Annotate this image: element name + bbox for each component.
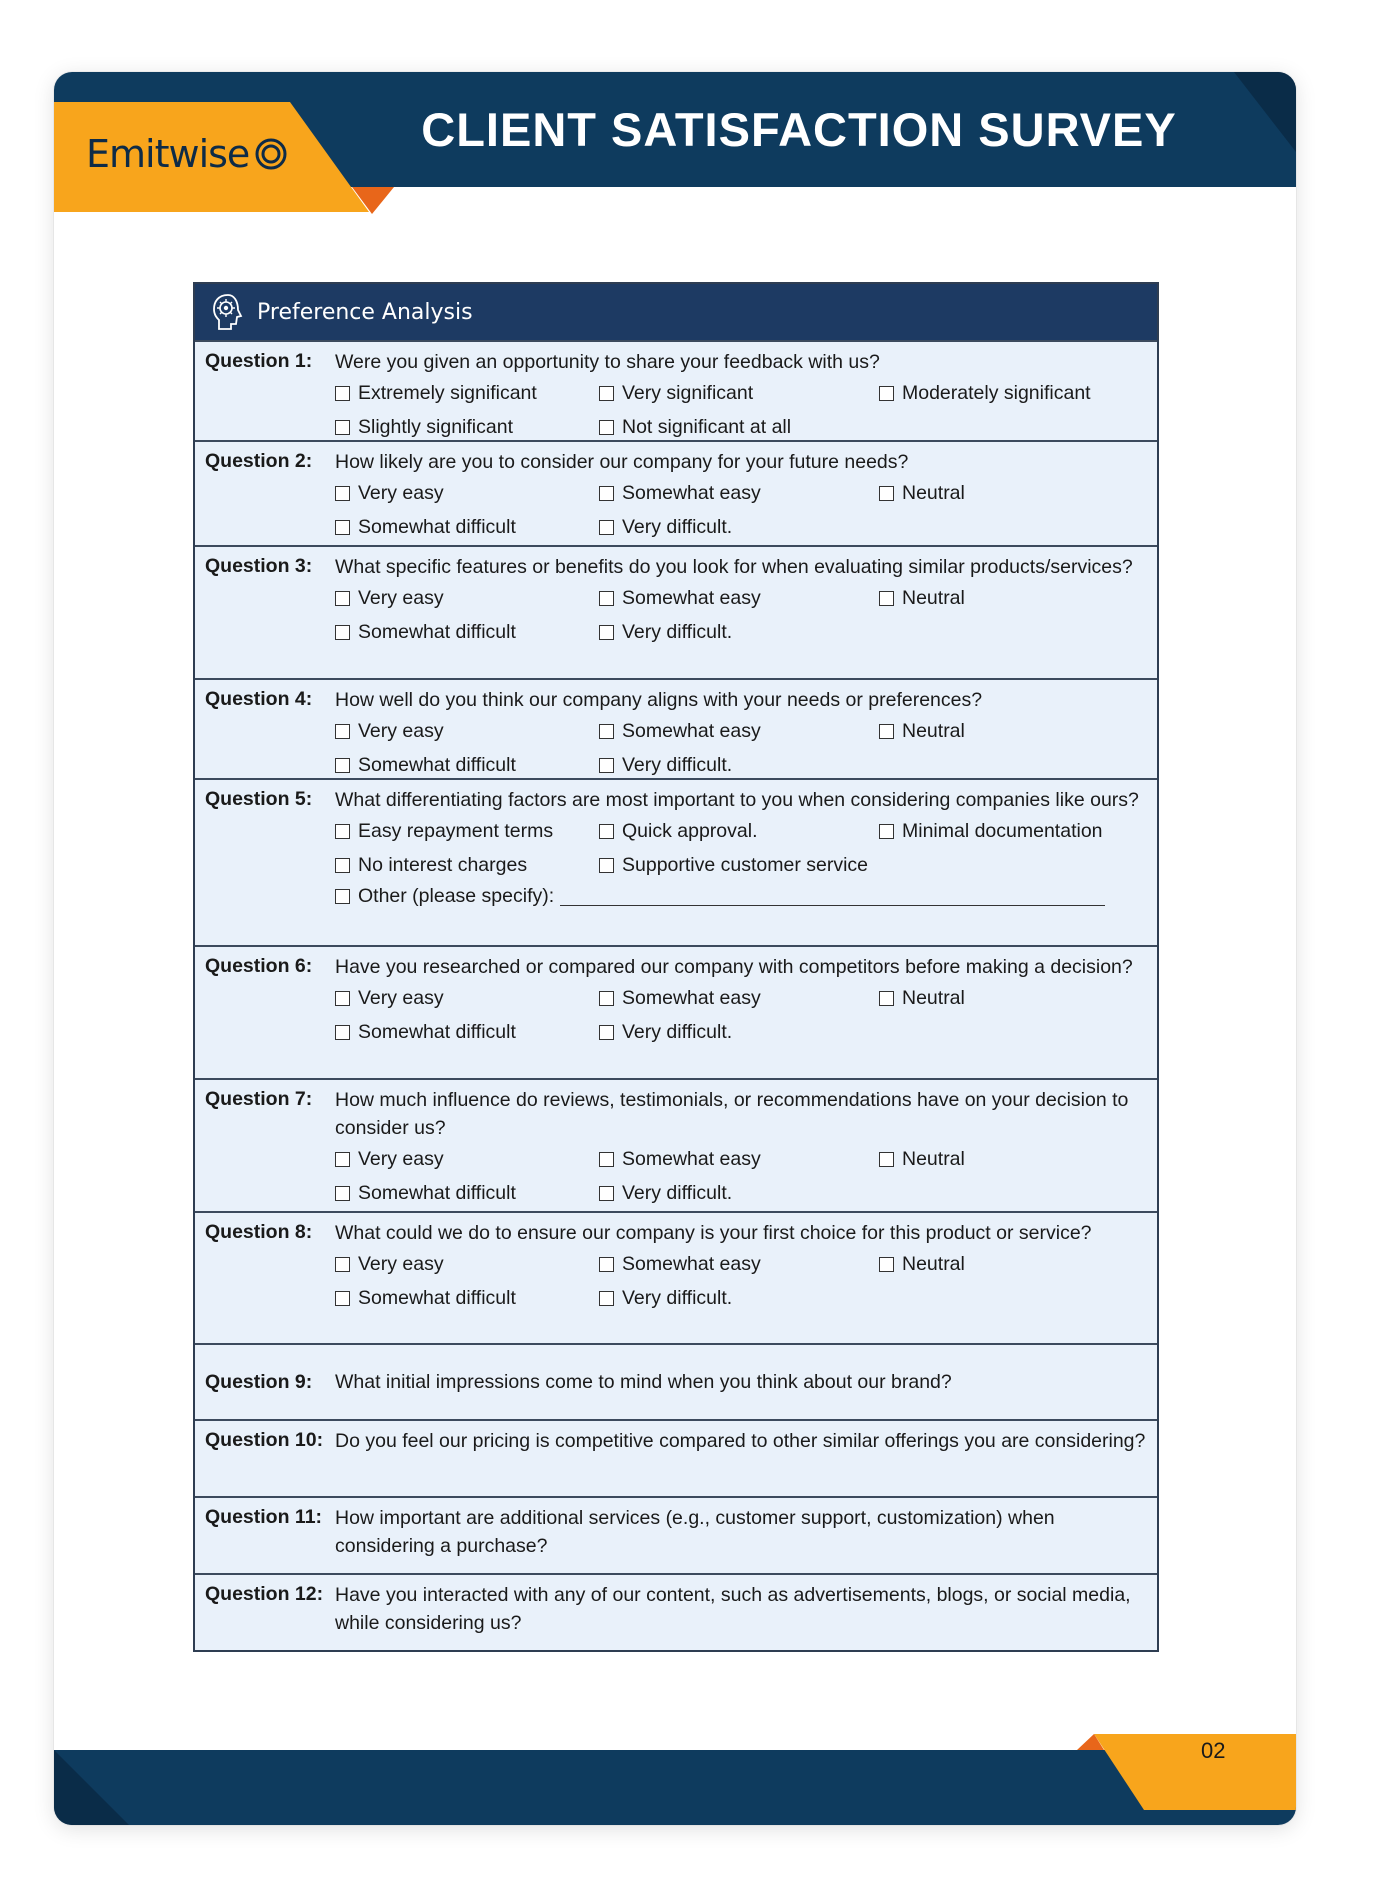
option-checkbox[interactable] [335, 748, 599, 782]
checkbox-icon[interactable] [599, 824, 614, 839]
option-label: Somewhat difficult [358, 515, 516, 538]
option-checkbox[interactable] [599, 510, 879, 544]
checkbox-icon[interactable] [335, 1186, 350, 1201]
option-label: Somewhat easy [622, 481, 761, 504]
question-row [195, 1496, 1157, 1573]
question-label: Question 7: [205, 1088, 313, 1110]
question-text: Have you researched or compared our company with competitors before making a decision? [335, 956, 1133, 978]
option-label: Somewhat easy [622, 986, 761, 1009]
option-label: Very difficult. [622, 515, 733, 538]
question-text: How much influence do reviews, testimonials, or recommendations have on your decision to consider us? [335, 1089, 1129, 1139]
option-checkbox[interactable] [599, 848, 879, 882]
option-checkbox[interactable] [599, 1176, 879, 1210]
checkbox-icon[interactable] [879, 1257, 894, 1272]
option-checkbox[interactable] [599, 581, 879, 615]
option-label: Supportive customer service [622, 853, 869, 876]
question-label: Question 2: [205, 450, 313, 472]
question-row [195, 678, 1157, 778]
option-label: Very difficult. [622, 1020, 733, 1043]
question-text: What specific features or benefits do you look for when evaluating similar products/services? [335, 556, 1133, 578]
checkbox-icon[interactable] [335, 486, 350, 501]
checkbox-icon[interactable] [879, 591, 894, 606]
option-checkbox[interactable] [599, 376, 879, 410]
option-checkbox[interactable] [879, 376, 1139, 410]
checkbox-icon[interactable] [335, 420, 350, 435]
option-label: Very significant [622, 381, 754, 404]
option-checkbox[interactable] [335, 714, 599, 748]
option-checkbox[interactable] [335, 615, 599, 649]
question-label: Question 1: [205, 350, 313, 372]
checkbox-icon[interactable] [335, 625, 350, 640]
checkbox-icon[interactable] [879, 991, 894, 1006]
question-row [195, 440, 1157, 545]
checkbox-icon[interactable] [335, 724, 350, 739]
option-checkbox[interactable] [599, 814, 879, 848]
checkbox-icon[interactable] [599, 858, 614, 873]
option-checkbox[interactable] [599, 1247, 879, 1281]
option-label: Somewhat difficult [358, 1020, 516, 1043]
checkbox-icon[interactable] [599, 1025, 614, 1040]
checkbox-icon[interactable] [599, 1291, 614, 1306]
checkbox-icon[interactable] [599, 724, 614, 739]
checkbox-icon[interactable] [599, 991, 614, 1006]
checkbox-icon[interactable] [335, 520, 350, 535]
checkbox-icon[interactable] [599, 625, 614, 640]
checkbox-icon[interactable] [599, 758, 614, 773]
section-title: Preference Analysis [257, 299, 473, 325]
option-checkbox[interactable] [599, 1142, 879, 1176]
option-label: Very easy [358, 1147, 444, 1170]
section-header [195, 284, 1157, 340]
option-checkbox[interactable] [335, 1281, 599, 1315]
question-text: What could we do to ensure our company is your first choice for this product or service? [335, 1222, 1092, 1244]
brand-name: Emitwise [86, 132, 250, 176]
option-checkbox[interactable] [335, 1142, 599, 1176]
question-row [195, 1573, 1157, 1650]
option-label: Neutral [902, 586, 965, 609]
checkbox-icon[interactable] [879, 824, 894, 839]
question-row [195, 545, 1157, 678]
checkbox-icon[interactable] [599, 1152, 614, 1167]
option-label: Slightly significant [358, 415, 513, 438]
option-label: Somewhat easy [622, 586, 761, 609]
option-checkbox[interactable] [599, 1281, 879, 1315]
question-label: Question 8: [205, 1221, 313, 1243]
option-checkbox[interactable] [879, 714, 1139, 748]
option-checkbox[interactable] [335, 848, 599, 882]
option-checkbox[interactable] [599, 410, 879, 444]
option-checkbox[interactable] [599, 1015, 879, 1049]
option-label: Very difficult. [622, 620, 733, 643]
question-text: Were you given an opportunity to share your feedback with us? [335, 351, 880, 373]
option-checkbox[interactable] [335, 476, 599, 510]
checkbox-icon[interactable] [335, 386, 350, 401]
option-checkbox[interactable] [335, 1176, 599, 1210]
option-label: Neutral [902, 986, 965, 1009]
question-row [195, 340, 1157, 440]
option-checkbox[interactable] [335, 410, 599, 444]
question-text: What initial impressions come to mind when you think about our brand? [335, 1371, 952, 1393]
question-row [195, 1211, 1157, 1343]
question-label: Question 4: [205, 688, 313, 710]
option-checkbox[interactable] [335, 376, 599, 410]
option-checkbox[interactable] [599, 748, 879, 782]
option-checkbox[interactable] [599, 476, 879, 510]
question-label: Question 6: [205, 955, 313, 977]
question-text: What differentiating factors are most important to you when considering companies like ours? [335, 789, 1139, 811]
checkbox-icon[interactable] [599, 520, 614, 535]
question-row [195, 1343, 1157, 1419]
question-row [195, 1078, 1157, 1211]
question-text: How important are additional services (e.g., customer support, customization) when considering a purchase? [335, 1507, 1055, 1557]
option-label: Other (please specify): [358, 884, 555, 907]
option-checkbox[interactable] [599, 714, 879, 748]
other-option[interactable] [335, 882, 1149, 910]
option-label: Somewhat easy [622, 719, 761, 742]
question-text: How likely are you to consider our company for your future needs? [335, 451, 909, 473]
option-label: Somewhat easy [622, 1252, 761, 1275]
question-text: How well do you think our company aligns with your needs or preferences? [335, 689, 983, 711]
question-row [195, 778, 1157, 945]
option-label: Neutral [902, 1147, 965, 1170]
question-row [195, 1419, 1157, 1496]
option-checkbox[interactable] [335, 1015, 599, 1049]
option-label: Somewhat difficult [358, 1181, 516, 1204]
option-label: Very difficult. [622, 1286, 733, 1309]
checkbox-icon[interactable] [335, 758, 350, 773]
survey-page [54, 72, 1296, 1825]
option-label: Very difficult. [622, 1181, 733, 1204]
option-checkbox[interactable] [599, 981, 879, 1015]
option-label: Easy repayment terms [358, 819, 554, 842]
option-checkbox[interactable] [335, 1247, 599, 1281]
option-label: Somewhat difficult [358, 1286, 516, 1309]
checkbox-icon[interactable] [599, 420, 614, 435]
checkbox-icon[interactable] [879, 386, 894, 401]
footer-band [54, 1750, 1296, 1825]
option-label: Somewhat difficult [358, 620, 516, 643]
question-label: Question 5: [205, 788, 313, 810]
option-checkbox[interactable] [335, 581, 599, 615]
option-label: Not significant at all [622, 415, 792, 438]
page-number: 02 [1201, 1738, 1226, 1763]
option-checkbox[interactable] [879, 581, 1139, 615]
option-checkbox[interactable] [879, 476, 1139, 510]
question-label: Question 9: [205, 1370, 313, 1393]
option-label: Very easy [358, 481, 444, 504]
checkbox-icon[interactable] [335, 889, 350, 904]
question-label: Question 12: [205, 1583, 324, 1605]
option-checkbox[interactable] [879, 981, 1139, 1015]
option-checkbox[interactable] [599, 615, 879, 649]
option-label: Quick approval. [622, 819, 758, 842]
other-specify-line[interactable] [560, 887, 1105, 906]
checkbox-icon[interactable] [599, 386, 614, 401]
option-label: Very easy [358, 719, 444, 742]
checkbox-icon[interactable] [335, 591, 350, 606]
question-label: Question 3: [205, 555, 313, 577]
checkbox-icon[interactable] [599, 591, 614, 606]
option-checkbox[interactable] [335, 510, 599, 544]
option-label: Very easy [358, 986, 444, 1009]
checkbox-icon[interactable] [335, 1025, 350, 1040]
checkbox-icon[interactable] [335, 1152, 350, 1167]
option-checkbox[interactable] [879, 814, 1139, 848]
checkbox-icon[interactable] [879, 1152, 894, 1167]
checkbox-icon[interactable] [335, 858, 350, 873]
option-label: Neutral [902, 719, 965, 742]
option-label: Very difficult. [622, 753, 733, 776]
question-label: Question 10: [205, 1429, 324, 1451]
question-label: Question 11: [205, 1506, 323, 1528]
brand-logo [86, 132, 289, 176]
question-text: Have you interacted with any of our content, such as advertisements, blogs, or social media, while considering us? [335, 1584, 1131, 1634]
option-checkbox[interactable] [879, 1247, 1139, 1281]
option-label: Neutral [902, 1252, 965, 1275]
option-checkbox[interactable] [335, 814, 599, 848]
brain-head-icon [209, 291, 247, 333]
option-label: Moderately significant [902, 381, 1091, 404]
option-label: Very easy [358, 586, 444, 609]
checkbox-icon[interactable] [599, 1257, 614, 1272]
checkbox-icon[interactable] [335, 1257, 350, 1272]
checkbox-icon[interactable] [335, 991, 350, 1006]
question-row [195, 945, 1157, 1078]
option-checkbox[interactable] [335, 981, 599, 1015]
checkbox-icon[interactable] [879, 486, 894, 501]
survey-table [193, 282, 1159, 1652]
question-text: Do you feel our pricing is competitive compared to other similar offerings you are considering? [335, 1430, 1146, 1452]
option-label: Somewhat easy [622, 1147, 761, 1170]
checkbox-icon[interactable] [599, 1186, 614, 1201]
option-checkbox[interactable] [879, 1142, 1139, 1176]
option-label: Minimal documentation [902, 819, 1103, 842]
checkbox-icon[interactable] [599, 486, 614, 501]
brand-rings-icon [253, 136, 289, 172]
checkbox-icon[interactable] [335, 824, 350, 839]
checkbox-icon[interactable] [879, 724, 894, 739]
option-label: Very easy [358, 1252, 444, 1275]
page-title: CLIENT SATISFACTION SURVEY [421, 103, 1177, 156]
option-label: Neutral [902, 481, 965, 504]
option-label: No interest charges [358, 853, 528, 876]
checkbox-icon[interactable] [335, 1291, 350, 1306]
option-label: Extremely significant [358, 381, 537, 404]
option-label: Somewhat difficult [358, 753, 516, 776]
